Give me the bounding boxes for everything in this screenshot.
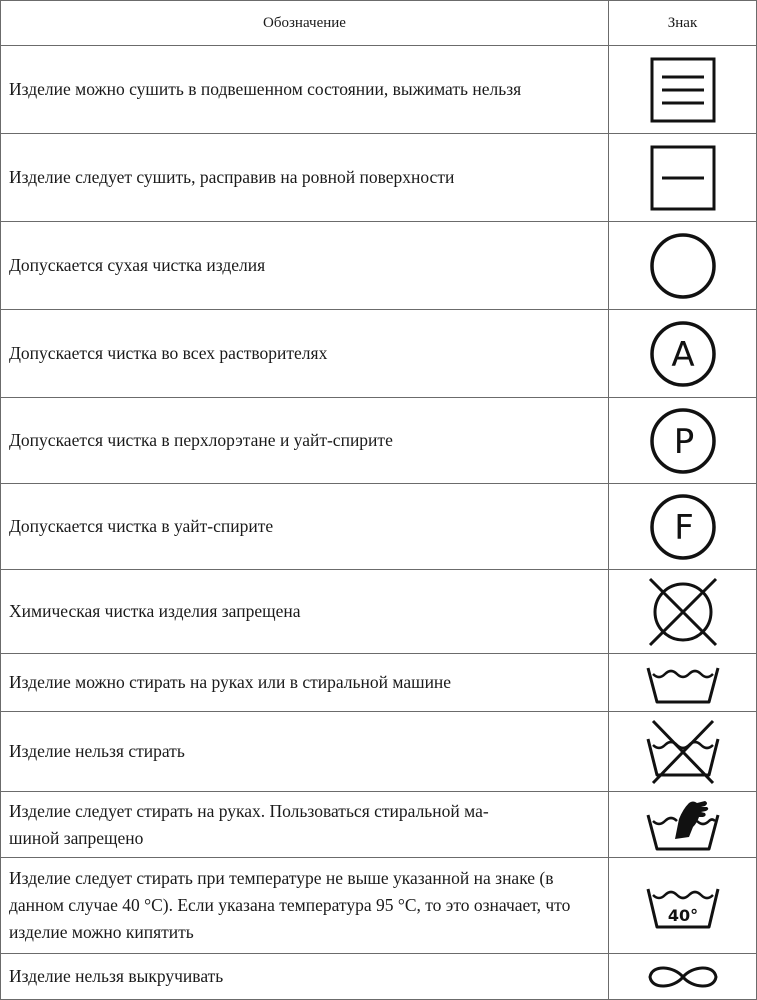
table-row: [1, 857, 756, 953]
row-text: Химическая чистка изделия запрещена: [9, 601, 301, 621]
row-text: Изделие следует сушить, расправив на ровной поверхности: [9, 167, 455, 187]
do-not-wring-icon: [644, 962, 722, 992]
row-text: Изделие нельзя выкручивать: [9, 966, 224, 986]
table-row: [1, 309, 756, 397]
dry-clean-perchloroethylene-icon: [647, 405, 719, 477]
dry-flat-icon: [648, 143, 718, 213]
dry-clean-white-spirit-icon: [647, 491, 719, 563]
table-row: [1, 711, 756, 791]
table-row: [1, 397, 756, 483]
washable-icon: [645, 660, 721, 706]
row-text: Допускается чистка в перхлорэтане и уайт-спирите: [9, 430, 393, 450]
symbol-letter: P: [673, 421, 694, 462]
table-row: [1, 221, 756, 309]
hang-dry-icon: [648, 55, 718, 125]
symbol-letter: A: [670, 334, 695, 375]
table-header: [1, 1, 756, 45]
table-row: [1, 953, 756, 999]
table-row: [1, 483, 756, 569]
temperature-label: 40°: [667, 905, 698, 925]
row-text: Допускается чистка во всех растворителях: [9, 343, 328, 363]
do-not-wash-icon: [645, 717, 721, 787]
row-text: Изделие следует стирать при температуре не выше указанной на знаке (в данном случае 40 °С). Если указана температура 95 °С, то это означает, что изделие можно кипятить: [9, 868, 571, 942]
dry-clean-icon: [647, 230, 719, 302]
row-text: Изделие можно стирать на руках или в стиральной машине: [9, 672, 452, 692]
table-row: [1, 569, 756, 653]
row-text: Допускается сухая чистка изделия: [9, 255, 266, 275]
wash-40-icon: [645, 879, 721, 933]
do-not-dry-clean-icon: [644, 573, 722, 651]
table-row: [1, 791, 756, 857]
hand-wash-icon: [645, 797, 721, 853]
row-text: Допускается чистка в уайт-спирите: [9, 516, 274, 536]
row-text: Изделие нельзя стирать: [9, 741, 185, 761]
table-row: [1, 45, 756, 133]
table-row: [1, 653, 756, 711]
table-row: [1, 133, 756, 221]
header-sign: Знак: [608, 1, 756, 45]
header-designation: Обозначение: [263, 14, 346, 31]
row-text: Изделие можно сушить в подвешенном состоянии, выжимать нельзя: [9, 79, 522, 99]
symbol-letter: F: [673, 507, 694, 548]
row-text: Изделие следует стирать на руках. Пользоваться стиральной ма- шиной запрещено: [9, 800, 489, 848]
dry-clean-any-solvent-icon: [647, 318, 719, 390]
